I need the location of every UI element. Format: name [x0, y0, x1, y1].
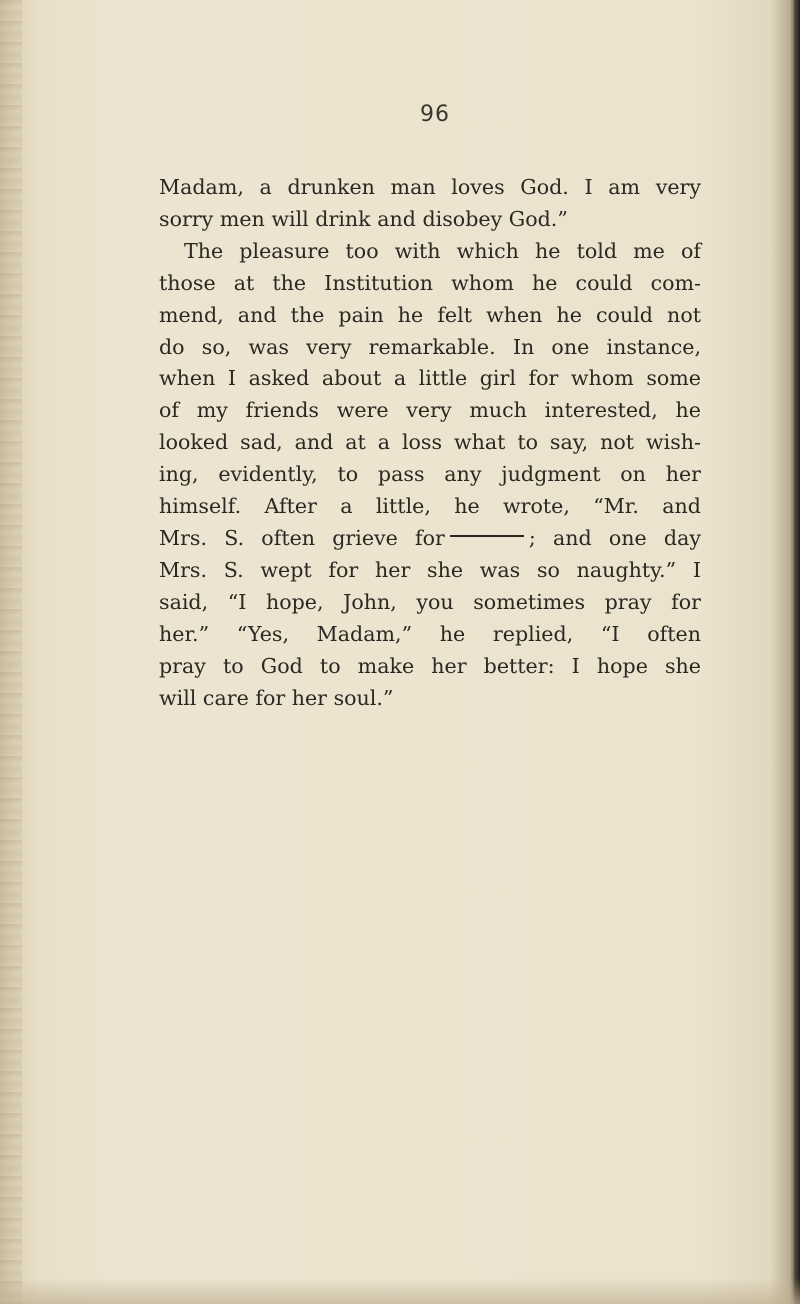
text-line: The pleasure too with which he told me of	[184, 238, 701, 263]
text-line: when I asked about a little girl for whom some	[159, 366, 701, 391]
text-line: of my friends were very much interested, he	[159, 398, 701, 423]
text-line: sorry men will drink and disobey God.”	[159, 206, 568, 231]
text-line: looked sad, and at a loss what to say, not wish-	[159, 430, 701, 455]
text-line: Madam, a drunken man loves God. I am very	[159, 175, 701, 199]
page-right-edge	[794, 0, 800, 1304]
text-line: himself. After a little, he wrote, “Mr. and	[159, 494, 701, 519]
em-dash-rule	[450, 535, 524, 537]
text-line: pray to God to make her better: I hope she	[159, 653, 701, 678]
text-line: her.” “Yes, Madam,” he replied, “I often	[159, 621, 701, 646]
text-fragment: Mrs. S. often grieve for	[159, 525, 445, 550]
text-line: do so, was very remarkable. In one instance,	[159, 334, 701, 359]
text-line: ing, evidently, to pass any judgment on her	[159, 462, 701, 487]
text-line: those at the Institution whom he could com-	[159, 270, 701, 295]
text-line: said, “I hope, John, you sometimes pray for	[159, 589, 701, 614]
text-line: Mrs. S. wept for her she was so naughty.” I	[159, 557, 701, 582]
page-number: 96	[420, 102, 450, 127]
text-line-with-dash	[159, 523, 701, 555]
text-line: mend, and the pain he felt when he could not	[159, 302, 701, 327]
page-left-edge	[0, 0, 22, 1304]
page-bottom-edge	[0, 1278, 800, 1304]
text-line: will care for her soul.”	[159, 685, 394, 710]
body-text	[159, 172, 701, 714]
text-fragment: ; and one day	[528, 525, 702, 550]
